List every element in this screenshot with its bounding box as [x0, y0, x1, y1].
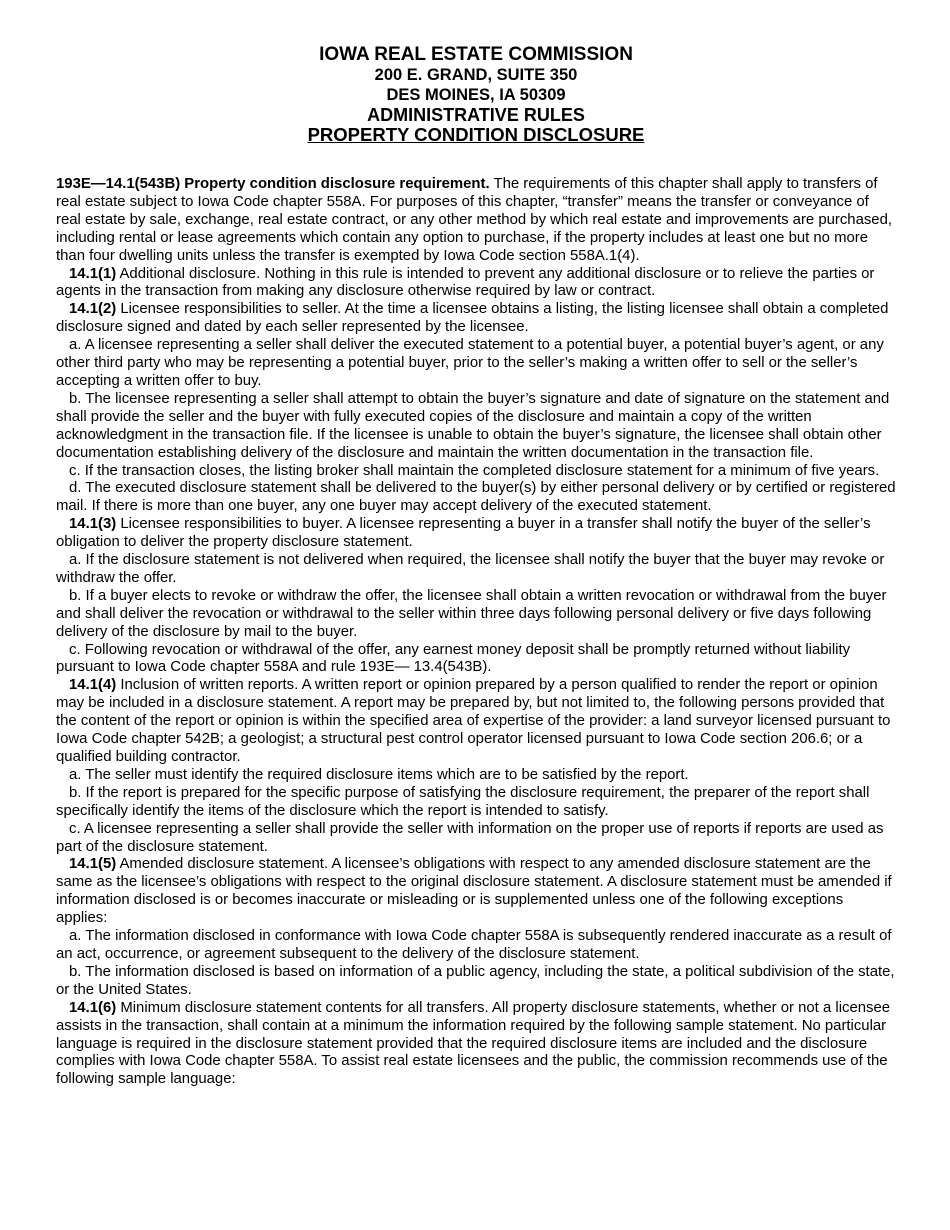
- subrule-3-item-a: a. If the disclosure statement is not delivered when required, the licensee shall notify the buyer that the buyer may revoke or withdraw the offer.: [56, 552, 885, 586]
- subrule-1-number: 14.1(1): [69, 265, 117, 282]
- subrule-2: [56, 301, 896, 337]
- subrule-2-item-a: a. A licensee representing a seller shall deliver the executed statement to a potential buyer, a potential buyer’s agent, or any other third party who may be representing a potential buyer, prior to the seller’s making a written offer to sell or the seller’s accepting a written offer to buy.: [56, 337, 884, 389]
- subrule-2-item-b: b. The licensee representing a seller shall attempt to obtain the buyer’s signature and date of signature on the statement and shall provide the seller and the buyer with fully executed copies of the disclosure and maintain a copy of the written acknowledgment in the transaction file. If the licensee is unable to obtain the buyer’s signature, the licensee shall obtain other documentation establishing delivery of the disclosure and maintain the written documentation in the transaction file.: [56, 390, 890, 461]
- subrule-2-number: 14.1(2): [69, 301, 117, 318]
- subrule-5: [56, 856, 896, 928]
- subrule-3-item-b: b. If a buyer elects to revoke or withdraw the offer, the licensee shall obtain a written revocation or withdrawal from the buyer and shall deliver the revocation or withdrawal to the seller within three days following personal delivery or five days following delivery of the disclosure by mail to the buyer.: [56, 587, 887, 640]
- subrule-4-item-b: b. If the report is prepared for the specific purpose of satisfying the disclosure requirement, the preparer of the report shall specifically identify the items of the disclosure which the report is intended to satisfy.: [56, 784, 870, 819]
- commission-name: IOWA REAL ESTATE COMMISSION: [319, 44, 633, 65]
- rule-heading: 193E—14.1(543B) Property condition disclosure requirement.: [56, 176, 490, 192]
- subrule-3: [56, 516, 896, 552]
- subrule-6-number: 14.1(6): [69, 999, 117, 1016]
- subrule-6-text: Minimum disclosure statement contents for all transfers. All property disclosure statements, whether or not a licensee assists in the transaction, shall contain at a minimum the information required by the following sample statement. No particular language is required in the disclosure statement provided that the required disclosure items are included and the disclosure complies with Iowa Code chapter 558A. To assist real estate licensees and the public, the commission recommends use of the following sample language:: [56, 999, 891, 1088]
- subrule-3-number: 14.1(3): [69, 516, 117, 533]
- subrule-6: [56, 1000, 896, 1090]
- subrule-2-text: Licensee responsibilities to seller. At the time a licensee obtains a listing, the listing licensee shall obtain a completed disclosure signed and dated by each seller represented by the licensee.: [56, 301, 889, 336]
- subrule-4: [56, 677, 896, 767]
- subrule-5-text: Amended disclosure statement. A licensee’s obligations with respect to any amended disclosure statement are the same as the licensee’s obligations with respect to the original disclosure statement. A disclosure statement must be amended if information disclosed is or becomes inaccurate or misleading or is supplemented unless one of the following exceptions applies:: [56, 856, 892, 927]
- subrule-2-item-d: d. The executed disclosure statement shall be delivered to the buyer(s) by either personal delivery or by certified or registered mail. If there is more than one buyer, any one buyer may accept delivery of the executed statement.: [56, 480, 896, 515]
- subrule-5-item-a: a. The information disclosed in conformance with Iowa Code chapter 558A is subsequently rendered inaccurate as a result of an act, occurrence, or agreement subsequent to the delivery of the disclosure statement.: [56, 928, 892, 962]
- subrule-1-text: Additional disclosure. Nothing in this rule is intended to prevent any additional disclosure or to relieve the parties or agents in the transaction from making any disclosure otherwise required by law or contract.: [56, 265, 875, 300]
- subrule-2-item-c: c. If the transaction closes, the listing broker shall maintain the completed disclosure statement for a minimum of five years.: [69, 462, 880, 479]
- street-address: 200 E. GRAND, SUITE 350: [374, 66, 578, 84]
- city-state-zip: DES MOINES, IA 50309: [386, 86, 566, 104]
- subrule-3-text: Licensee responsibilities to buyer. A licensee representing a buyer in a transfer shall notify the buyer of the seller’s obligation to deliver the property disclosure statement.: [56, 516, 871, 551]
- document-title: PROPERTY CONDITION DISCLOSURE: [307, 124, 645, 145]
- rule-intro-text: The requirements of this chapter shall apply to transfers of real estate subject to Iowa Code chapter 558A. For purposes of this chapter, “transfer” means the transfer or conveyance of real estate by sale, exchange, real estate contract, or any other method by which real estate and improvements are purchased, including rental or lease agreements which contain any option to purchase, if the property includes at least one but no more than four dwelling units unless the transfer is exempted by Iowa Code section 558A.1(4).: [56, 176, 892, 264]
- document-header: [56, 45, 896, 145]
- rules-label: ADMINISTRATIVE RULES: [367, 105, 585, 125]
- subrule-5-item-b: b. The information disclosed is based on information of a public agency, including the state, a political subdivision of the state, or the United States.: [56, 963, 895, 998]
- subrule-5-number: 14.1(5): [69, 856, 117, 873]
- rule-intro-paragraph: [56, 176, 896, 266]
- subrule-4-number: 14.1(4): [69, 677, 117, 694]
- subrule-3-item-c: c. Following revocation or withdrawal of the offer, any earnest money deposit shall be promptly returned without liability pursuant to Iowa Code chapter 558A and rule 193E— 13.4(543B).: [56, 641, 851, 676]
- subrule-1: [56, 266, 896, 302]
- subrule-4-item-c: c. A licensee representing a seller shall provide the seller with information on the proper use of reports if reports are used as part of the disclosure statement.: [56, 820, 884, 855]
- document-page: [56, 45, 896, 1089]
- subrule-4-item-a: a. The seller must identify the required disclosure items which are to be satisfied by the report.: [69, 766, 689, 783]
- rule-body: [56, 176, 896, 1089]
- subrule-4-text: Inclusion of written reports. A written report or opinion prepared by a person qualified to render the report or opinion may be included in a disclosure statement. A report may be prepared by, but not limited to, the following persons provided that the content of the report or opinion is within the specified area of expertise of the provider: a land surveyor licensed pursuant to Iowa Code chapter 542B; a geologist; a structural pest control operator licensed pursuant to Iowa Code section 206.6; or a qualified building contractor.: [56, 677, 891, 765]
